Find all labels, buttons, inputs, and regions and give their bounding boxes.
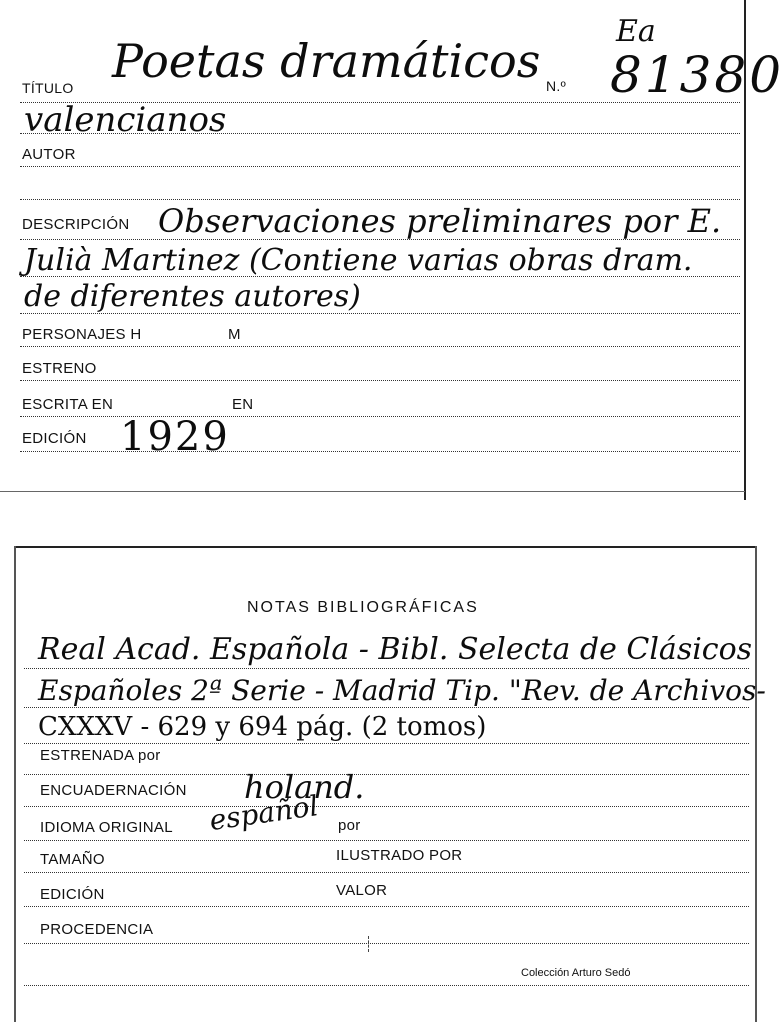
notes-line2: Españoles 2ª Serie - Madrid Tip. "Rev. de Archivos- [38,674,766,707]
catalog-card-back [0,540,766,1028]
edicion-value: 1929 [120,414,230,460]
idioma-rule [24,840,749,841]
estreno-rule [20,380,740,381]
descripcion-rule-2 [20,276,740,277]
autor-label: AUTOR [22,146,76,163]
descripcion-rule-1 [20,239,740,240]
descripcion-line2: Julià Martinez (Contiene varias obras dram. [24,243,693,278]
blank-rule [20,199,740,200]
edicion-label: EDICIÓN [22,430,87,447]
card-left-edge [14,546,16,1022]
catalog-card-front [0,0,784,500]
encuadernacion-rule [24,806,749,807]
idioma-value: español [207,789,321,837]
notes-line3: CXXXV - 629 y 694 pág. (2 tomos) [38,712,487,742]
catalog-number: 81380 [610,46,784,104]
escrita-en-label: ESCRITA EN [22,396,114,413]
personajes-label: PERSONAJES H [22,326,142,343]
edicion-rule [20,451,740,452]
estrenada-por-label: ESTRENADA por [40,747,161,764]
procedencia-rule [24,943,749,944]
descripcion-line1: Observaciones preliminares por E. [158,202,722,240]
personajes-rule [20,346,740,347]
tamano-rule [24,872,749,873]
titulo-rule-2 [20,133,740,134]
idioma-label: IDIOMA ORIGINAL [40,819,173,836]
ilustrado-por-label: ILUSTRADO POR [336,847,463,864]
edicion-back-label: EDICIÓN [40,886,105,903]
por-label: por [338,817,361,834]
card-top-edge [14,546,756,548]
bottom-rule [24,985,749,986]
number-label: N.º [546,78,567,94]
titulo-label: TÍTULO [22,80,74,96]
encuadernacion-value: holand. [244,768,365,806]
encuadernacion-label: ENCUADERNACIÓN [40,782,187,799]
notas-heading: NOTAS BIBLIOGRÁFICAS [247,599,479,616]
card-bottom-edge [0,491,745,492]
estreno-label: ESTRENO [22,360,97,377]
procedencia-divider [368,936,369,952]
edicion-back-rule [24,906,749,907]
notes-rule-3 [24,743,749,744]
personajes-m-label: M [228,326,241,343]
number-prefix: Ea [616,14,656,49]
en-label: EN [232,396,254,413]
titulo-value-line1: Poetas dramáticos [112,34,541,88]
card-right-edge-2 [755,546,757,1022]
descripcion-label: DESCRIPCIÓN [22,216,130,233]
notes-rule-1 [24,668,749,669]
procedencia-label: PROCEDENCIA [40,921,154,938]
estrenada-rule [24,774,749,775]
notes-line1: Real Acad. Española - Bibl. Selecta de Clásicos [38,632,753,667]
notes-rule-2 [24,707,749,708]
autor-rule [20,166,740,167]
descripcion-rule-3 [20,313,740,314]
tamano-label: TAMAÑO [40,851,105,868]
collection-credit: Colección Arturo Sedó [521,967,631,979]
descripcion-line3: de diferentes autores) [24,279,361,314]
valor-label: VALOR [336,882,388,899]
titulo-value-line2: valencianos [24,100,227,140]
